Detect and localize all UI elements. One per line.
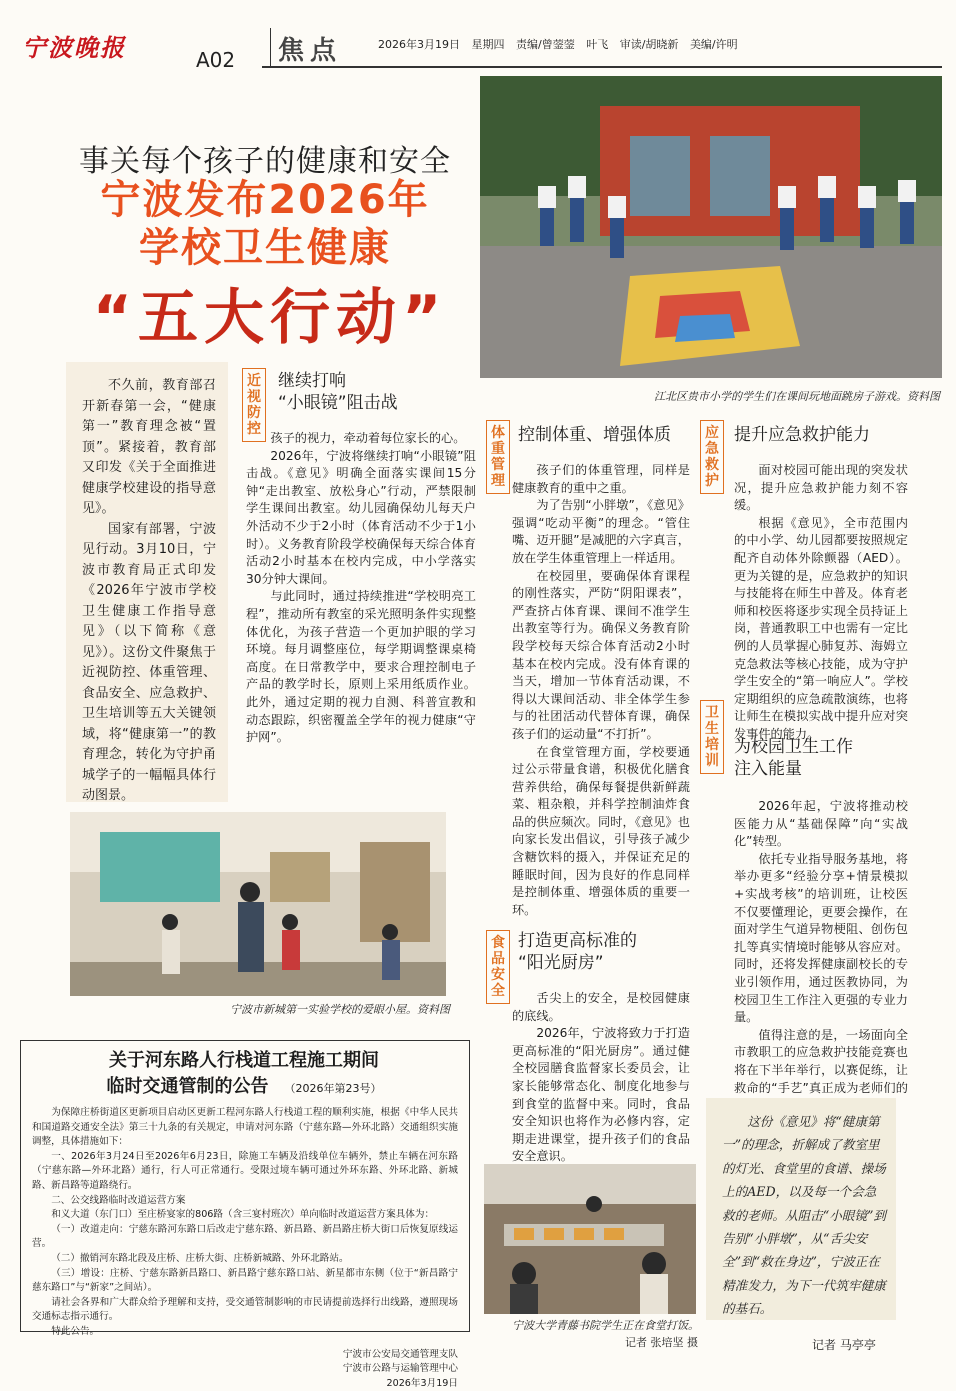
myopia-title-line2: “小眼镜”阻击战 xyxy=(278,393,398,413)
header-date: 2026年3月19日 xyxy=(378,38,460,51)
headline-big: “五大行动” xyxy=(92,283,448,353)
bottom-photo-image xyxy=(484,1164,696,1314)
header-rule xyxy=(262,66,942,68)
food-body xyxy=(512,990,690,1166)
bottom-photo xyxy=(484,1164,696,1314)
weight-title: 控制体重、增强体质 xyxy=(518,425,671,445)
myopia-body xyxy=(246,430,476,747)
middle-photo-caption: 宁波市新城第一实验学校的爱眼小屋。资料图 xyxy=(230,1003,450,1016)
notice-sign-date: 2026年3月19日 xyxy=(386,1377,458,1389)
notice-title-line2 xyxy=(20,1074,468,1102)
newspaper-logo: 宁波晚报 xyxy=(22,33,126,62)
bottom-photo-credit: 记者 张培坚 摄 xyxy=(625,1336,698,1349)
weight-body xyxy=(512,462,690,919)
intro-paragraph-2: 国家有部署，宁波见行动。3月10日，宁波市教育局正式印发《2026年宁波市学校卫生健康工作指导意见》（以下简称《意见》）。这份文件聚焦于近视防控、体重管理、食品安全、应急救护、卫生培训等五大关键领域，将“健康第一”的教育理念，转化为守护甬城学子的一幅幅具体行动图景。 xyxy=(82,521,216,803)
notice-p5: （一）改道走向：宁慈东路河东路口后改走宁慈东路、新昌路、新昌路庄桥大街口后恢复原线运营。 xyxy=(32,1223,458,1250)
headline-main xyxy=(40,176,490,272)
notice-p4: 和义大道（东门口）至庄桥宴家的806路（含三宴村班次）单向临时改道运营方案具体为： xyxy=(51,1209,435,1221)
myopia-p3: 与此同时，通过持续推进“学校明亮工程”，推动所有教室的采光照明条件实现整体优化，为孩子营造一个更加护眼的学习环境。每月调整座位，每学期调整课桌椅高度。在日常教学中，要求合理控制电子产品的教学时长，原则上采用纸质作业。此外，通过定期的视力自测、科普宣教和动态跟踪，织密覆盖全学年的视力健康“守护网”。 xyxy=(246,589,476,745)
emergency-body xyxy=(734,462,908,744)
emergency-title: 提升应急救护能力 xyxy=(734,425,870,445)
food-title xyxy=(518,930,698,974)
section-name: 焦点 xyxy=(278,36,343,66)
training-title-line2: 注入能量 xyxy=(734,759,802,779)
training-title-line1: 为校园卫生工作 xyxy=(734,737,853,757)
intro-paragraph-1: 不久前，教育部召开新春第一会，“健康第一”教育理念被“置顶”。紧接着，教育部又印发《关于全面推进健康学校建设的指导意见》。 xyxy=(82,378,216,516)
byline: 记者 马亭亭 xyxy=(812,1338,876,1352)
tag-training: 卫生培训 xyxy=(700,700,724,774)
quote-text xyxy=(722,1110,886,1321)
headline-line1: 宁波发布2026年 xyxy=(100,177,430,223)
training-p2: 依托专业指导服务基地，将举办更多“经验分享+情景模拟+实战考核”的培训班，让校医不仅要懂理论，更要会操作，在面对学生气道异物梗阻、创伤包扎等真实情境时能够从容应对。同时，还将发挥健康副校长的专业引领作用，通过医教协同，为校园卫生工作注入更强的专业力量。 xyxy=(734,851,908,1025)
training-p1: 2026年起，宁波将推动校医能力从“基础保障”向“实战化”转型。 xyxy=(734,799,908,849)
header-design: 美编/许明 xyxy=(689,38,738,51)
notice-number: （2026年第23号） xyxy=(284,1082,382,1095)
weight-p1: 孩子们的体重管理，同样是健康教育的重中之重。 xyxy=(512,463,690,495)
notice-p7: （三）增设：庄桥、宁慈东路新昌路口、新昌路宁慈东路口站、新星都市东侧（位于“新昌路宁慈东路口”与“新家”之间站）。 xyxy=(32,1267,458,1294)
notice-p6: （二）撤销河东路北段及庄桥、庄桥大街、庄桥新城路、外环北路站。 xyxy=(51,1252,349,1264)
middle-photo xyxy=(70,812,446,996)
food-p2: 2026年，宁波将致力于打造更高标准的“阳光厨房”。通过健全校园膳食监督家长委员会，让家长能够常态化、制度化地参与到食堂的监督中来。同时，食品安全知识也将作为必修内容，定期走进课堂，提升孩子们的食品安全意识。 xyxy=(512,1026,690,1164)
myopia-p2: 2026年，宁波将继续打响“小眼镜”阻击战。《意见》明确全面落实课间15分钟“走出教室、放松身心”行动，严禁限制学生课间出教室。幼儿园确保幼儿每天户外活动不少于2小时（体育活动不少于1小时）。义务教育阶段学校确保每天综合体育活动2小时基本在校内完成，中小学落实30分钟大课间。 xyxy=(246,448,476,586)
notice-title-line2-text: 临时交通管制的公告 xyxy=(106,1076,269,1097)
page-number: A02 xyxy=(196,48,236,72)
header-proof: 审读/胡晓新 xyxy=(619,38,679,51)
header-divider xyxy=(270,28,271,68)
notice-body xyxy=(32,1106,458,1391)
header-editor: 责编/曾蓥蓥 xyxy=(516,38,575,51)
notice-sign1: 宁波市公安局交通管理支队 xyxy=(342,1348,458,1360)
food-title-line1: 打造更高标准的 xyxy=(518,931,637,951)
top-photo-image xyxy=(480,76,942,378)
headline-kicker: 事关每个孩子的健康和安全 xyxy=(79,144,451,179)
myopia-title xyxy=(278,370,478,414)
emergency-p2: 根据《意见》，全市范围内的中小学、幼儿园都要按照规定配齐自动体外除颤器（AED）。更为关键的是，应急救护的知识与技能将在师生中普及。体育老师和校医将逐步实现全员持证上岗，普通教职工中也需有一定比例的人员掌握心肺复苏、海姆立克急救法等核心技能，成为守护学生安全的“第一响应人”。学校定期组织的应急疏散演练，也将让师生在模拟实战中提升应对突发事件的能力。 xyxy=(734,515,908,741)
tag-myopia: 近视防控 xyxy=(242,368,266,442)
notice-p8: 请社会各界和广大群众给予理解和支持，受交通管制影响的市民请提前选择行出线路，遵照现场交通标志指示通行。 xyxy=(32,1296,458,1323)
emergency-p1: 面对校园可能出现的突发状况，提升应急救护能力刻不容缓。 xyxy=(734,463,908,513)
top-photo xyxy=(480,76,942,378)
tag-weight: 体重管理 xyxy=(486,420,510,494)
notice-sign2: 宁波市公路与运输管理中心 xyxy=(342,1363,458,1375)
training-p3: 值得注意的是，一场面向全市教职工的应急救护技能竞赛也将在下半年举行，以赛促练，让救命的“手艺”真正成为老师们的 xyxy=(734,1027,908,1095)
weight-p4: 在食堂管理方面，学校要通过公示带量食谱，积极优化膳食营养供给，确保每餐提供新鲜蔬菜、粗杂粮，并科学控制油炸食品的供应频次。同时，《意见》也向家长发出倡议，引导孩子减少含糖饮料的摄入，并保证充足的睡眠时间，因为良好的作息同样是控制体重、增强体质的重要一环。 xyxy=(512,744,690,917)
header-weekday: 星期四 xyxy=(471,38,505,51)
weight-p2: 为了告别“小胖墩”，《意见》强调“吃动平衡”的理念。“管住嘴、迈开腿”是减肥的六字真言，放在学生体重管理上一样适用。 xyxy=(512,498,690,565)
header-editor2: 叶飞 xyxy=(586,38,609,51)
top-photo-caption: 江北区贵市小学的学生们在课间玩地面跳房子游戏。资料图 xyxy=(654,390,940,403)
headline-line2: 学校卫生健康 xyxy=(139,225,391,271)
training-body xyxy=(734,798,908,1115)
bottom-photo-caption: 宁波大学青藤书院学生正在食堂打饭。 xyxy=(512,1319,699,1332)
food-title-line2: “阳光厨房” xyxy=(518,953,604,973)
tag-food: 食品安全 xyxy=(486,930,510,1004)
quote-paragraph: 这份《意见》将“健康第一”的理念，折解成了教室里的灯光、食堂里的食谱、操场上的AED，以及每一个会急救的老师。从阻击“小眼镜”到告别“小胖墩”，从“舌尖安全”到“救在身边”，宁波正在精准发力，为下一代筑牢健康的基石。 xyxy=(722,1114,887,1317)
weight-p3: 在校园里，要确保体育课程的刚性落实，严防“阴阳课表”，严查挤占体育课、课间不准学生出教室等行为。确保义务教育阶段学校每天综合体育活动2小时基本在校内完成。没有体育课的当天，增加一节体育活动课，不得以大课间活动、非全体学生参与的社团活动代替体育课，确保孩子们的运动量“不打折”。 xyxy=(512,568,690,741)
myopia-p1: 孩子的视力，牵动着每位家长的心。 xyxy=(270,431,466,445)
notice-title-line1: 关于河东路人行栈道工程施工期间 xyxy=(109,1050,379,1071)
header-meta xyxy=(378,36,746,52)
myopia-title-line1: 继续打响 xyxy=(278,371,346,391)
training-title xyxy=(734,736,914,780)
notice-p2: 一、2026年3月24日至2026年6月23日，除施工车辆及沿线单位车辆外，禁止车辆在河东路（宁慈东路—外环北路）通行，行人可正常通行。受限过境车辆可通过外环东路、外环北路、新城路、新昌路等道路绕行。 xyxy=(32,1150,458,1191)
tag-emergency: 应急救护 xyxy=(700,420,724,494)
food-p1: 舌尖上的安全，是校园健康的底线。 xyxy=(512,991,690,1023)
notice-p1: 为保障庄桥街道区更新项目启动区更新工程河东路人行栈道工程的顺利实施，根据《中华人民共和国道路交通安全法》第三十九条的有关规定，申请对河东路（宁慈东路—外环北路）交通组织实施调整，具体措施如下： xyxy=(32,1107,458,1148)
notice-p3: 二、公交线路临时改道运营方案 xyxy=(51,1194,186,1206)
notice-p9: 特此公告。 xyxy=(51,1325,100,1337)
middle-photo-image xyxy=(70,812,446,996)
intro-text xyxy=(82,376,216,807)
notice-title xyxy=(20,1048,468,1102)
